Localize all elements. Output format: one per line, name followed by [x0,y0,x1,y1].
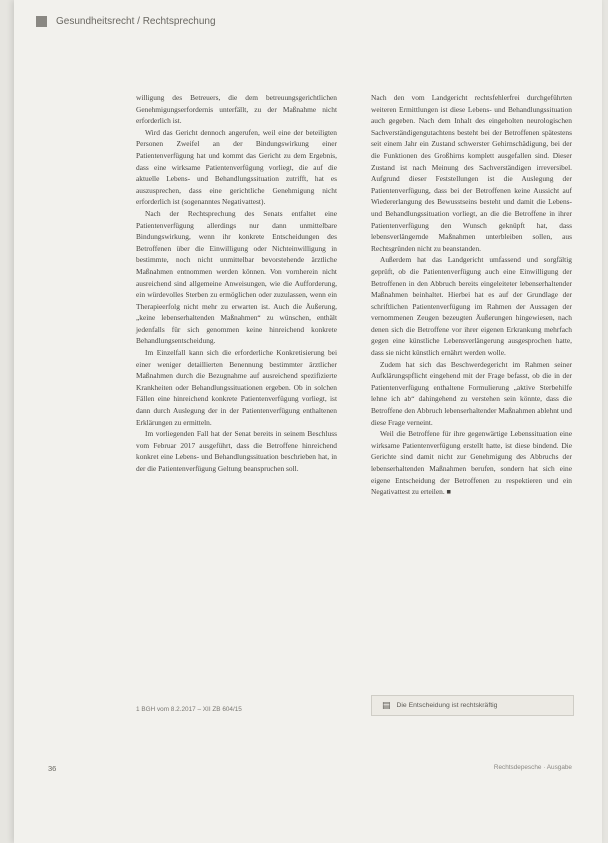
right-column [371,92,572,498]
footer-publication: Rechtsdepesche · Ausgabe [493,764,572,771]
section-square-icon [36,16,47,27]
paragraph: Nach der Rechtsprechung des Senats entfaltet eine Patientenverfügung allerdings nur dann unmittelbare Bindungswirkung, wenn ihr konkrete Entscheidungen des Betroffenen über die Einwilligung oder Nichteinwilligung in bestimmte, noch nicht unmittelbar bevorstehende ärztliche Maßnahmen entnommen werden können. Von vornherein nicht ausreichend sind allgemeine Anweisungen, wie die Aufforderung, ein würdevolles Sterben zu ermöglichen oder zuzulassen, wenn ein Therapieerfolg nicht mehr zu erwarten ist. Auch die Äußerung, „keine lebenserhaltenden Maßnahmen“ zu wünschen, enthält jedenfalls für sich genommen keine hinreichend konkrete Behandlungsentscheidung. [136,208,337,346]
document-icon: ▤ [382,700,391,710]
document-page [14,0,602,843]
page-header [36,12,216,30]
paragraph: Zudem hat sich das Beschwerdegericht im Rahmen seiner Aufklärungspflicht eingehend mit der Frage befasst, ob die in der Patientenverfügung enthaltene Formulierung „aktive Sterbehilfe lehne ich ab“ dahingehend zu verstehen sein könnte, dass die Betroffene den Abbruch lebenserhaltender Maßnahmen ablehnt und diese Frage verneint. [371,359,572,427]
paragraph: Wird das Gericht dennoch angerufen, weil eine der beteiligten Personen Zweifel an der Bindungswirkung einer Patientenverfügung hat und kommt das Gericht zu dem Ergebnis, dass eine wirksame Patientenverfügung vorliegt, die auf die aktuelle Lebens- und Behandlungssituation zutrifft, hat es auszusprechen, dass eine gerichtliche Genehmigung nicht erforderlich ist (sogenanntes Negativattest). [136,127,337,207]
left-column [136,92,337,475]
decision-note-box [371,695,574,716]
paragraph: Im vorliegenden Fall hat der Senat bereits in seinem Beschluss vom Februar 2017 ausgeführt, dass die Betroffene hinreichend konkret eine Lebens- und Behandlungssituation beschrieben hat, in der die Patientenverfügung Geltung beanspruchen soll. [136,429,337,473]
paragraph: Weil die Betroffene für ihre gegenwärtige Lebenssituation eine wirksame Patientenverfügung erstellt hatte, ist diese bindend. Die Gerichte sind damit nicht zur Genehmigung des Abbruchs der lebenserhaltenden Maßnahmen berufen, sondern hat sich eine eigene Entscheidung der Betroffenen zu respektieren und ein Negativattest zu erteilen. ■ [371,429,572,497]
paragraph: willigung des Betreuers, die dem betreuungsgerichtlichen Genehmigungserfordernis unterfällt, zu der Maßnahme nicht erforderlich ist. [136,93,337,126]
decision-note-label: Die Entscheidung ist rechtskräftig [396,702,498,709]
paragraph: Im Einzelfall kann sich die erforderliche Konkretisierung bei einer weniger detaillierten Benennung bestimmter ärztlicher Maßnahmen durch die Bezugnahme auf ausreichend spezifizierte Krankheiten oder Behandlungssituationen ergeben. Ob in solchen Fällen eine hinreichend konkrete Patientenverfügung vorliegt, ist dann durch Auslegung der in der Patientenverfügung enthaltenen Erklärungen zu ermitteln. [136,348,337,427]
paragraph: Außerdem hat das Landgericht umfassend und sorgfältig geprüft, ob die Patientenverfügung auch eine Einwilligung der Betroffenen in den Abbruch bereits eingeleiteter lebenserhaltender Maßnahmen beinhaltet. Hierbei hat es auf der Grundlage der schriftlichen Patientenverfügung im Rahmen der Aussagen der vernommenen Zeugen bezeugten Äußerungen hingewiesen, nach denen sich die Betroffene vor ihrer eigenen Erkrankung mehrfach gegen eine künstliche Lebensverlängerung ausgesprochen hatte, dass sie nicht künstlich ernährt werden wolle. [371,255,572,358]
footnote: 1 BGH vom 8.2.2017 – XII ZB 604/15 [136,706,242,713]
page-number: 36 [48,764,57,773]
section-title: Gesundheitsrecht / Rechtsprechung [56,15,216,27]
paragraph: Nach den vom Landgericht rechtsfehlerfrei durchgeführten weiteren Ermittlungen ist diese Lebens- und Behandlungssituation auch gegeben. Nach dem Inhalt des eingeholten neurologischen Sachverständigengutachtens besteht bei der Betroffenen spätestens seit einem Jahr ein Zustand schwerster Gehirnschädigung, bei der die Funktionen des Großhirns komplett ausgefallen sind. Dieser Zustand ist nach Meinung des Sachverständigen irreversibel. Aufgrund dieser Feststellungen ist die Auslegung der Patientenverfügung, dass bei der Betroffenen keine Aussicht auf Wiedererlangung des Bewusstseins besteht und damit die Lebens- und Behandlungssituation vorliegt, an die die Betroffene in ihrer Patientenverfügung den Wunsch geknüpft hat, dass lebensverlängernde Maßnahmen unterbleiben sollen, aus Rechtsgründen nicht zu beanstanden. [371,93,572,253]
